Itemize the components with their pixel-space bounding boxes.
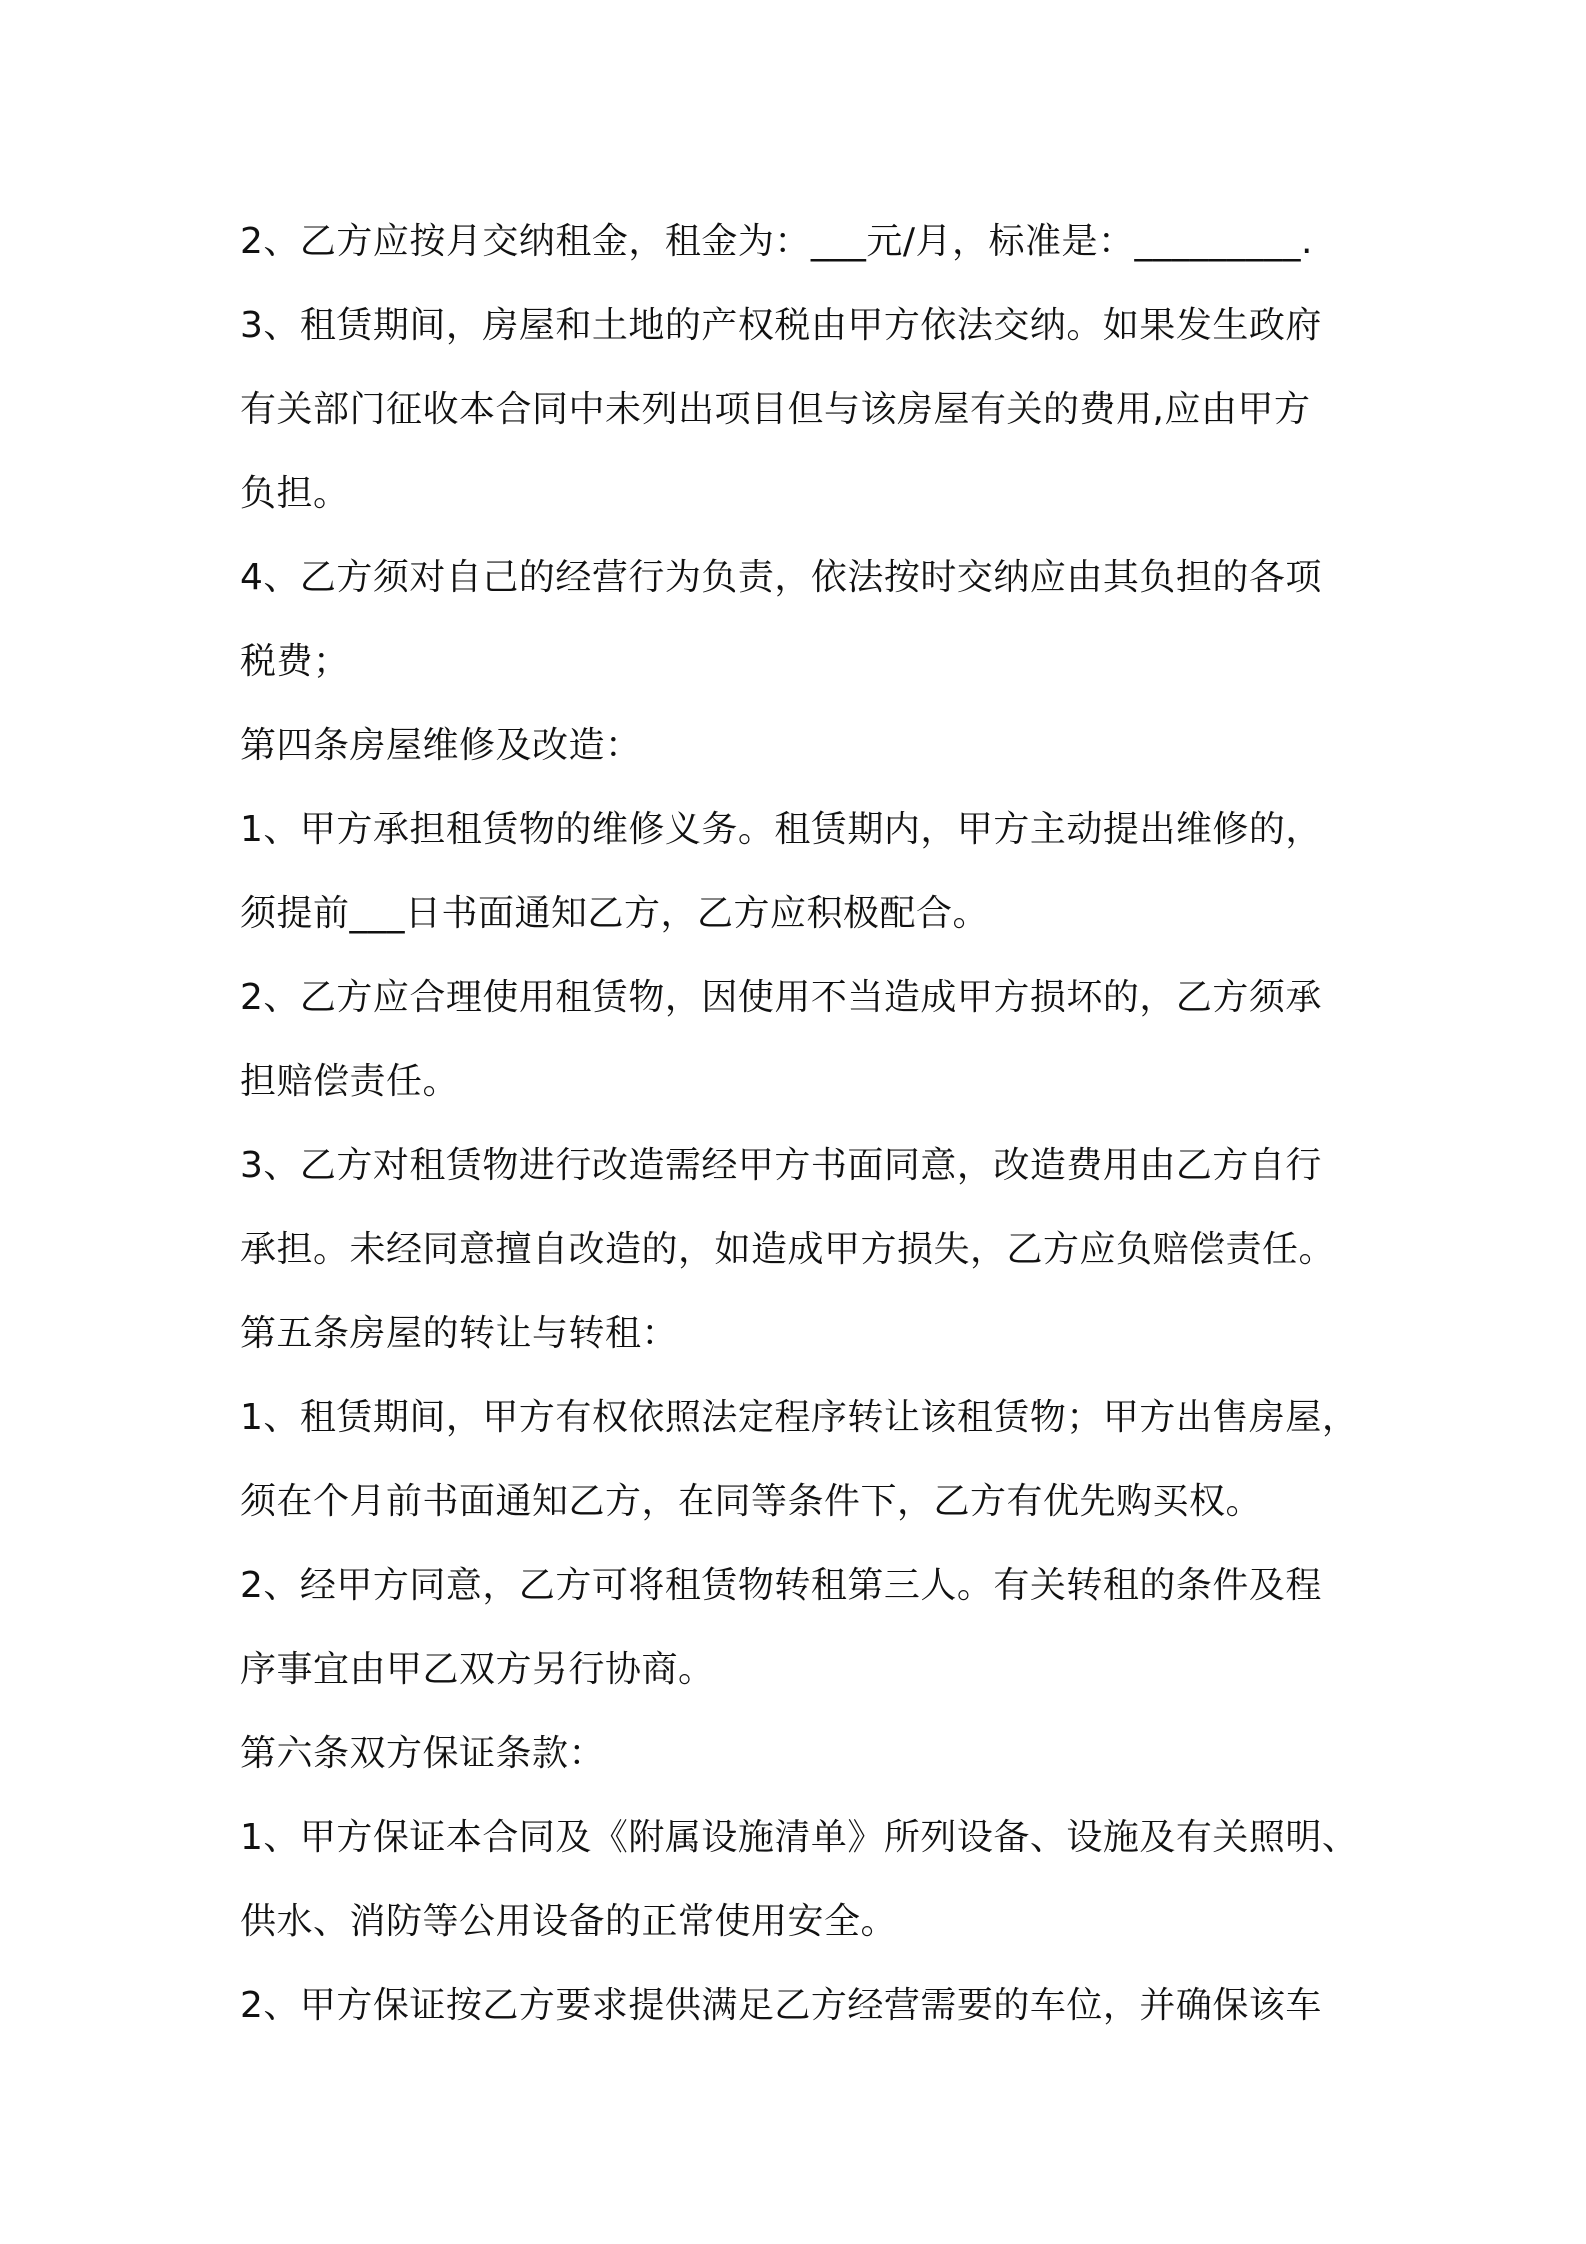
clause-proper-use: 2、乙方应合理使用租赁物，因使用不当造成甲方损坏的，乙方须承 — [240, 977, 1322, 1018]
clause-modification: 3、乙方对租赁物进行改造需经甲方书面同意，改造费用由乙方自行 — [240, 1145, 1322, 1186]
clause-transfer-notice: 须在个月前书面通知乙方，在同等条件下，乙方有优先购买权。 — [240, 1481, 1263, 1522]
clause-property-tax: 3、租赁期间，房屋和土地的产权税由甲方依法交纳。如果发生政府 — [240, 305, 1322, 346]
section-heading-guarantees: 第六条双方保证条款： — [240, 1733, 606, 1774]
clause-business-tax: 4、乙方须对自己的经营行为负责，依法按时交纳应由其负担的各项 — [240, 557, 1322, 598]
clause-proper-use-end: 担赔偿责任。 — [240, 1061, 460, 1102]
clause-maintenance-duty: 1、甲方承担租赁物的维修义务。租赁期内，甲方主动提出维修的， — [240, 809, 1322, 850]
clause-parking-guarantee: 2、甲方保证按乙方要求提供满足乙方经营需要的车位，并确保该车 — [240, 1985, 1322, 2026]
clause-sublease-end: 序事宜由甲乙双方另行协商。 — [240, 1649, 715, 1690]
clause-property-tax-cont: 有关部门征收本合同中未列出项目但与该房屋有关的费用,应由甲方 — [240, 389, 1311, 430]
clause-maintenance-notice: 须提前___日书面通知乙方，乙方应积极配合。 — [240, 893, 990, 934]
clause-sublease: 2、经甲方同意，乙方可将租赁物转租第三人。有关转租的条件及程 — [240, 1565, 1322, 1606]
clause-facility-guarantee-end: 供水、消防等公用设备的正常使用安全。 — [240, 1901, 898, 1942]
clause-facility-guarantee: 1、甲方保证本合同及《附属设施清单》所列设备、设施及有关照明、 — [240, 1817, 1359, 1858]
clause-rent-payment: 2、乙方应按月交纳租金，租金为：___元/月，标准是：_________. — [240, 221, 1313, 262]
clause-modification-end: 承担。未经同意擅自改造的，如造成甲方损失，乙方应负赔偿责任。 — [240, 1229, 1336, 1270]
document-body — [240, 200, 1360, 2048]
section-heading-transfer: 第五条房屋的转让与转租： — [240, 1313, 679, 1354]
clause-business-tax-end: 税费； — [240, 641, 350, 682]
section-heading-maintenance: 第四条房屋维修及改造： — [240, 725, 642, 766]
clause-property-tax-end: 负担。 — [240, 473, 350, 514]
clause-transfer-right: 1、租赁期间，甲方有权依照法定程序转让该租赁物；甲方出售房屋， — [240, 1397, 1359, 1438]
